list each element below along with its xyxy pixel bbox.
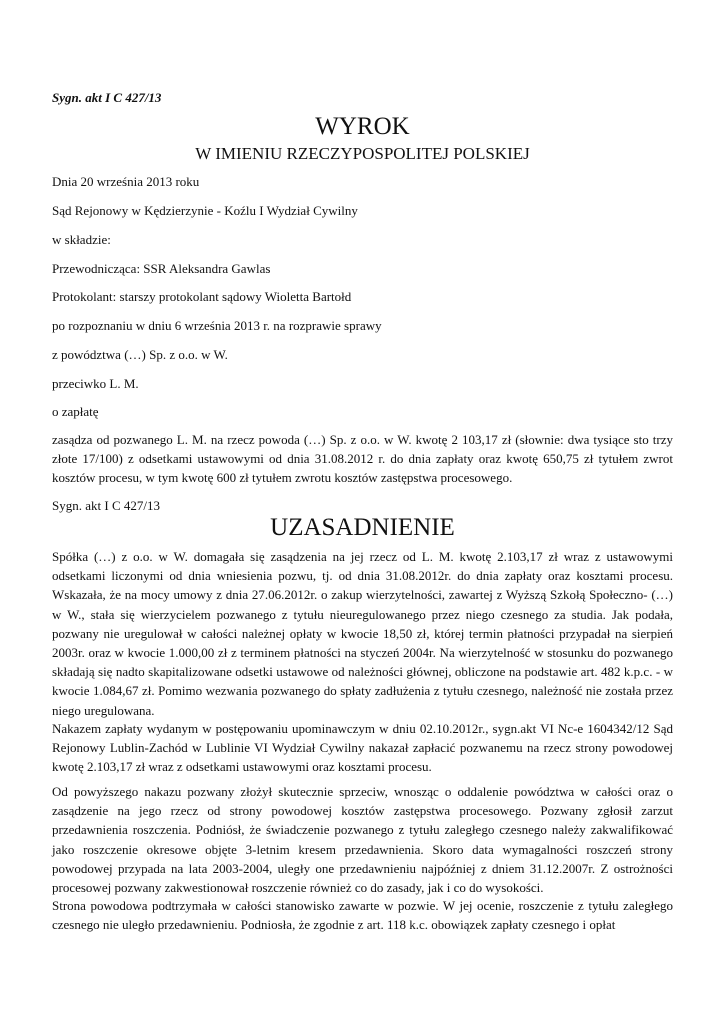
composition-label: w składzie: — [52, 232, 111, 247]
court-name: Sąd Rejonowy w Kędzierzynie - Koźlu I Wydział Cywilny — [52, 203, 358, 218]
judgment-title: WYROK — [315, 113, 410, 140]
presiding-judge: Przewodnicząca: SSR Aleksandra Gawlas — [52, 261, 271, 276]
court-clerk: Protokolant: starszy protokolant sądowy Wioletta Bartołd — [52, 289, 352, 304]
judgment-date: Dnia 20 września 2013 roku — [52, 174, 200, 189]
ruling-text: zasądza od pozwanego L. M. na rzecz powoda (…) Sp. z o.o. w W. kwotę 2 103,17 zł (słownie: dwa tysiące sto trzy złote 17/100) z odsetkami ustawowymi od dnia 31.08.2012 r. do dnia zapłaty oraz kwotę 650,75 zł tytułem zwrot kosztów procesu, w tym kwotę 600 zł tytułem zwrotu kosztów zastępstwa procesowego. — [52, 432, 673, 486]
plaintiff: z powództwa (…) Sp. z o.o. w W. — [52, 347, 228, 362]
defendant: przeciwko L. M. — [52, 376, 139, 391]
judgment-subtitle: W IMIENIU RZECZYPOSPOLITEJ POLSKIEJ — [195, 144, 530, 163]
justification-paragraph-2: Nakazem zapłaty wydanym w postępowaniu upominawczym w dniu 02.10.2012r., sygn.akt VI Nc-e 1604342/12 Sąd Rejonowy Lublin-Zachód w Lublinie VI Wydział Cywilny nakazał zapłacić pozwanemu na rzecz strony powodowej kwotę 2.103,17 zł wraz z odsetkami ustawowymi oraz kosztami procesu. — [52, 721, 673, 775]
justification-paragraph-3: Od powyższego nakazu pozwany złożył skutecznie sprzeciw, wnosząc o oddalenie powództwa w całości oraz o zasądzenie na jego rzecz od strony powodowej kosztów zastępstwa procesowego. Pozwany zgłosił zarzut przedawnienia roszczenia. Podniósł, że świadczenie pozwanego z tytułu zaległego czesnego należy zakwalifikować jako roszczenie okresowe objęte 3-letnim kresem przedawnienia. Skoro data wymagalności roszczeń strony powodowej przypada na lata 2003-2004, uległy one przedawnieniu najpóźniej z dniem 31.12.2007r. Z ostrożności procesowej pozwany zakwestionował roszczenie również co do zasady, jak i co do wysokości. — [52, 784, 673, 896]
case-number-justification: Sygn. akt I C 427/13 — [52, 498, 160, 513]
case-number-header: Sygn. akt I C 427/13 — [52, 90, 162, 105]
justification-title: UZASADNIENIE — [270, 514, 455, 541]
hearing-info: po rozpoznaniu w dniu 6 września 2013 r. na rozprawie sprawy — [52, 318, 382, 333]
justification-paragraph-4: Strona powodowa podtrzymała w całości stanowisko zawarte w pozwie. W jej ocenie, roszczenie z tytułu zaległego czesnego nie uległo przedawnieniu. Podniosła, że zgodnie z art. 118 k.c. obowiązek zapłaty czesnego i opłat — [52, 898, 673, 933]
case-subject: o zapłatę — [52, 404, 99, 419]
justification-paragraph-1: Spółka (…) z o.o. w W. domagała się zasądzenia na jej rzecz od L. M. kwotę 2.103,17 zł wraz z ustawowymi odsetkami liczonymi od dnia wniesienia pozwu, tj. od dnia 31.08.2012r. do dnia zapłaty oraz kosztami procesu. Wskazała, że na mocy umowy z dnia 27.06.2012r. o zakup wierzytelności, zawartej z Wyższą Szkołą Społeczno- (…) w W., stała się wierzycielem pozwanego z tytułu nieuregulowanego przez niego czesnego za studia. Jak podała, pozwany nie uregulował w całości należnej opłaty w kwocie 18,50 zł, której termin płatności przypadał na sierpień 2003r. oraz w kwocie 1.000,00 zł z terminem płatności na styczeń 2004r. Na wierzytelność w stosunku do pozwanego składają się nadto skapitalizowane odsetki ustawowe od należności głównej, obliczone na podstawie art. 482 k.p.c. - w kwocie 1.084,67 zł. Pomimo wezwania pozwanego do spłaty zadłużenia z tytułu czesnego, należność nie została przez niego uregulowana. — [52, 549, 673, 718]
